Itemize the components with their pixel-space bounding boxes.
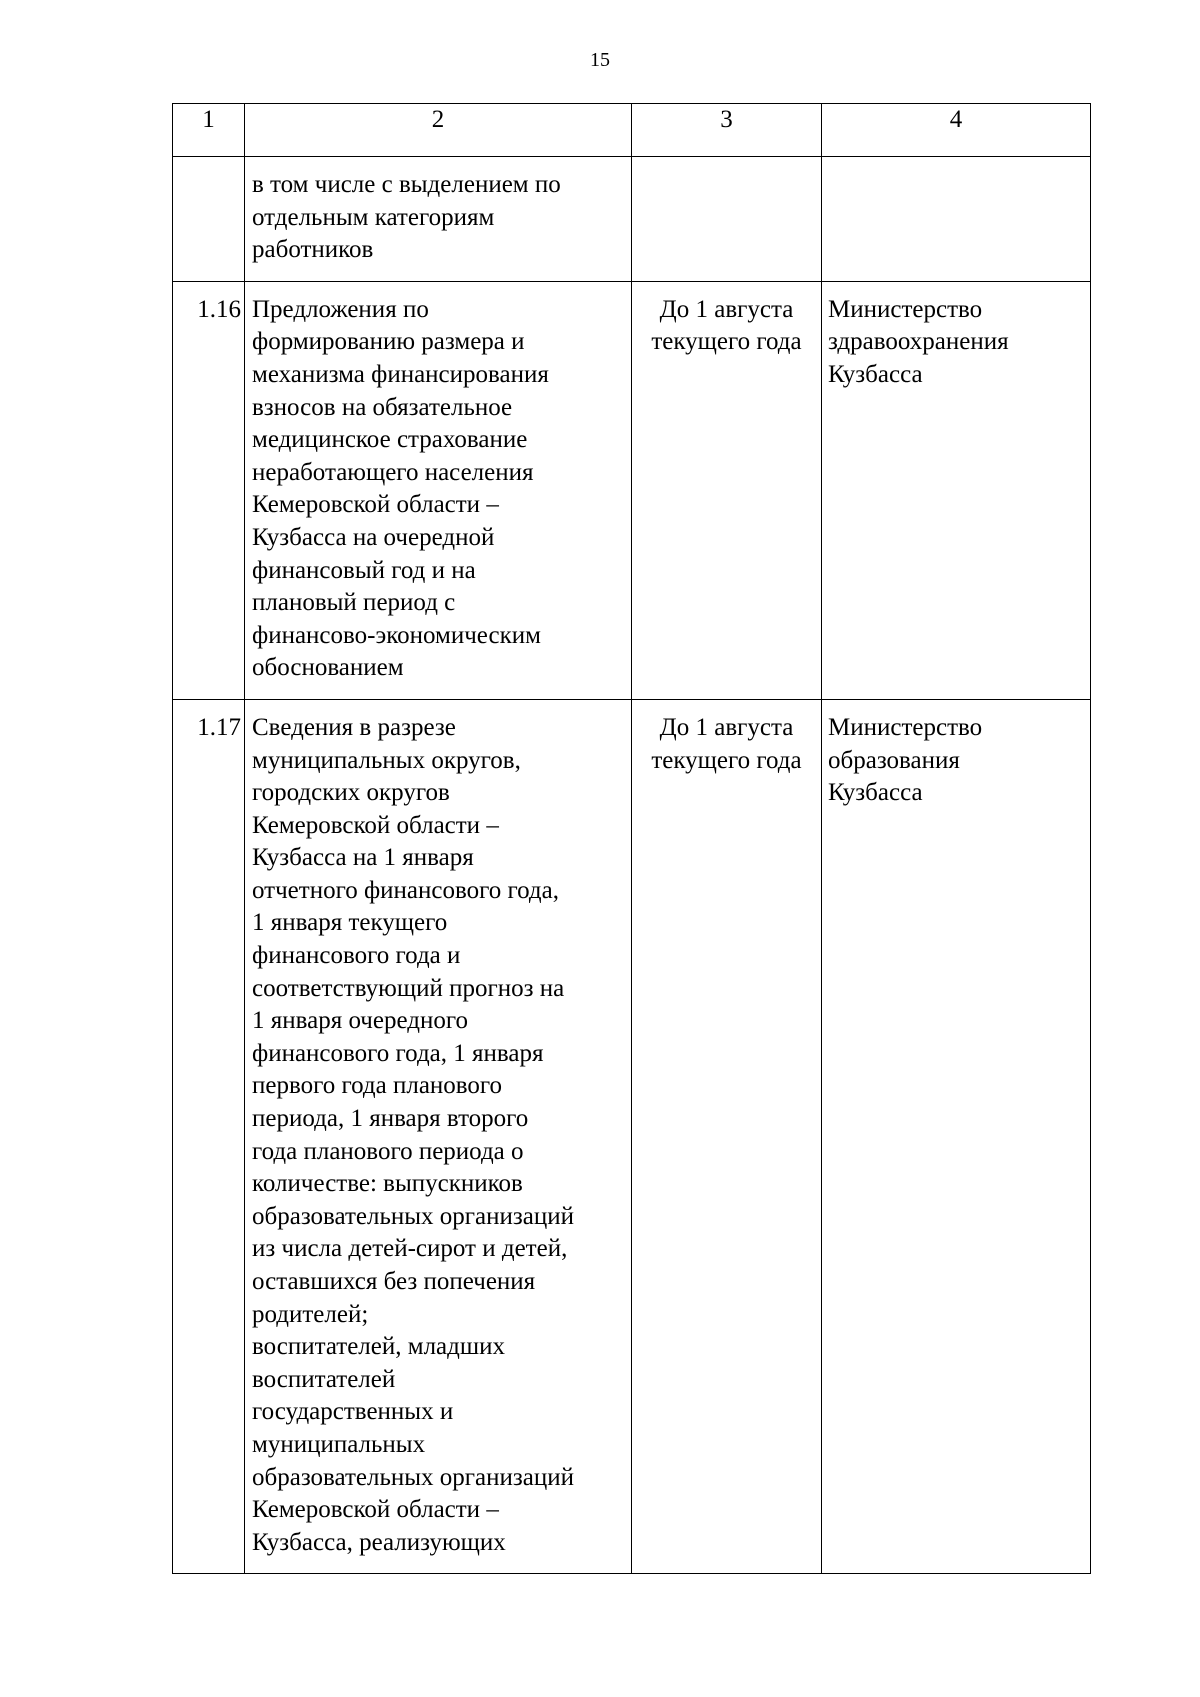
column-header-1: 1	[173, 104, 245, 157]
description-line: соответствующий прогноз на	[252, 974, 565, 1002]
column-header-3: 3	[632, 104, 822, 157]
description-line: плановый период с	[252, 589, 456, 617]
description-line: первого года планового	[252, 1072, 503, 1100]
description-cell	[245, 157, 632, 282]
description-line: родителей;	[252, 1300, 369, 1328]
deadline-cell	[632, 281, 822, 699]
description-line: взносов на обязательное	[252, 393, 513, 421]
responsible-line: Кузбасса	[828, 360, 923, 388]
description-line: муниципальных	[252, 1430, 426, 1458]
description-line: финансово-экономическим	[252, 621, 541, 649]
deadline-line: До 1 августа	[659, 295, 794, 323]
column-header-4: 4	[822, 104, 1091, 157]
responsible-line: образования	[828, 746, 960, 774]
description-line: из числа детей-сирот и детей,	[252, 1235, 568, 1263]
deadline-line: текущего года	[651, 328, 802, 356]
table-row	[173, 699, 1091, 1573]
description-line: отчетного финансового года,	[252, 876, 559, 904]
description-line: воспитателей, младших	[252, 1333, 506, 1361]
responsible-line: здравоохранения	[828, 328, 1009, 356]
table-row	[173, 281, 1091, 699]
description-line: финансовый год и на	[252, 556, 476, 584]
deadline-cell	[632, 157, 822, 282]
description-line: работников	[252, 236, 374, 264]
responsible-line: Министерство	[828, 713, 983, 741]
description-line: 1 января текущего	[252, 909, 448, 937]
responsible-cell	[822, 157, 1091, 282]
responsible-cell	[822, 699, 1091, 1573]
description-line: отдельным категориям	[252, 203, 495, 231]
description-line: периода, 1 января второго	[252, 1105, 529, 1133]
description-line: обоснованием	[252, 654, 404, 682]
responsible-cell	[822, 281, 1091, 699]
table-header-row	[173, 104, 1091, 157]
description-line: Кузбасса, реализующих	[252, 1528, 506, 1556]
deadline-cell	[632, 699, 822, 1573]
deadline-line: До 1 августа	[659, 713, 794, 741]
description-line: количестве: выпускников	[252, 1170, 523, 1198]
table-row-continuation	[173, 157, 1091, 282]
description-line: неработающего населения	[252, 458, 534, 486]
description-line: Кемеровской области –	[252, 491, 499, 519]
responsible-line: Кузбасса	[828, 779, 923, 807]
description-line: финансового года и	[252, 942, 461, 970]
description-line: городских округов	[252, 779, 450, 807]
row-number-cell: 1.17	[173, 699, 245, 1573]
description-line: формированию размера и	[252, 328, 525, 356]
description-line: в том числе с выделением по	[252, 171, 561, 198]
description-line: Сведения в разрезе	[252, 713, 456, 741]
responsible-line: Министерство	[828, 295, 983, 323]
row-number-cell: 1.16	[173, 281, 245, 699]
description-line: Кузбасса на 1 января	[252, 844, 474, 872]
description-line: Предложения по	[252, 295, 429, 323]
description-line: года планового периода о	[252, 1137, 524, 1165]
description-line: 1 января очередного	[252, 1007, 468, 1035]
description-line: государственных и	[252, 1398, 454, 1426]
row-number-cell	[173, 157, 245, 282]
description-line: механизма финансирования	[252, 360, 549, 388]
description-cell	[245, 281, 632, 699]
description-line: муниципальных округов,	[252, 746, 521, 774]
description-line: Кузбасса на очередной	[252, 523, 495, 551]
description-line: воспитателей	[252, 1365, 396, 1393]
description-line: оставшихся без попечения	[252, 1268, 536, 1295]
column-header-2: 2	[245, 104, 632, 157]
document-table	[172, 103, 1091, 1574]
description-line: образовательных организаций	[252, 1202, 575, 1230]
page-number: 15	[590, 49, 610, 71]
description-line: Кемеровской области –	[252, 1496, 499, 1524]
deadline-line: текущего года	[651, 746, 802, 774]
description-cell	[245, 699, 632, 1573]
description-line: образовательных организаций	[252, 1463, 575, 1491]
description-line: Кемеровской области –	[252, 811, 499, 839]
description-line: медицинское страхование	[252, 426, 528, 454]
description-line: финансового года, 1 января	[252, 1039, 544, 1067]
